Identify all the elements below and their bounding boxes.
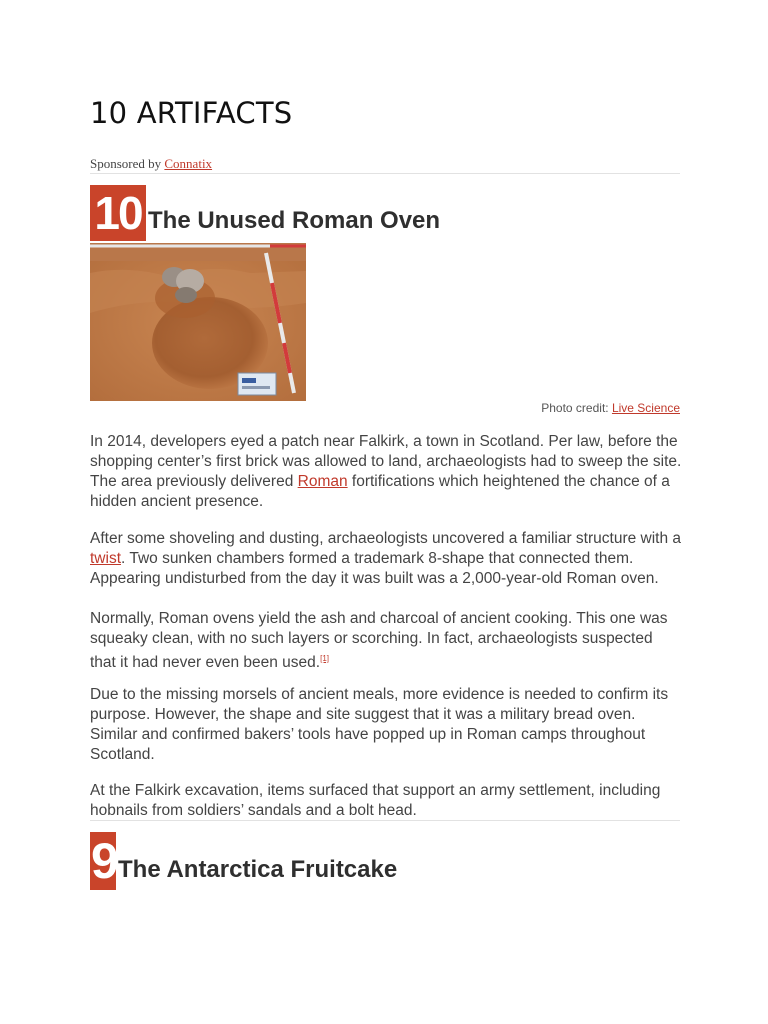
paragraph	[90, 529, 682, 589]
paragraph	[90, 781, 682, 821]
item-10-title: The Unused Roman Oven	[148, 207, 441, 234]
photo-credit-prefix: Photo credit:	[541, 401, 612, 415]
item-9-title: The Antarctica Fruitcake	[118, 856, 398, 883]
divider	[90, 820, 680, 821]
rank-badge-9: 9	[91, 833, 117, 889]
item-10-heading	[90, 185, 440, 241]
item-9-heading	[90, 832, 397, 890]
p1-text-b: fortifications which heightened the chance of a hidden ancient presence.	[90, 473, 670, 510]
document-title: 10 ARTIFACTS	[90, 96, 293, 130]
paragraph	[90, 609, 682, 673]
sponsor-prefix: Sponsored by	[90, 156, 165, 171]
p2-text-a: After some shoveling and dusting, archaeologists uncovered a familiar structure with a	[90, 530, 682, 547]
sponsor-link[interactable]: Connatix	[164, 156, 213, 171]
roman-link[interactable]: Roman	[297, 473, 348, 490]
rank-badge-10: 10	[90, 185, 146, 241]
p4-text: Due to the missing morsels of ancient meals, more evidence is needed to confirm its purpose. However, the shape and site suggest that it was a military bread oven. Similar and confirmed bakers’ tools have popped up in Roman camps throughout Scotland.	[90, 686, 669, 763]
twist-link[interactable]: twist	[90, 550, 121, 567]
divider	[90, 173, 680, 174]
roman-oven-photo	[90, 243, 306, 401]
sponsor-line	[90, 156, 212, 172]
p3-text: Normally, Roman ovens yield the ash and charcoal of ancient cooking. This one was squeaky clean, with no such layers or scorching. In fact, archaeologists suspected that it had never even been used.	[90, 610, 668, 672]
paragraph	[90, 432, 682, 512]
footnote-ref[interactable]: [1]	[320, 654, 329, 663]
p5-text: At the Falkirk excavation, items surfaced that support an army settlement, including hobnails from soldiers’ sandals and a bolt head.	[90, 782, 661, 819]
p1-text-a: In 2014, developers eyed a patch near Falkirk, a town in Scotland. Per law, before the shopping center’s first brick was allowed to land, archaeologists had to sweep the site. The area previously delivered	[90, 433, 682, 490]
photo-credit	[541, 401, 680, 415]
p2-text-b: . Two sunken chambers formed a trademark 8-shape that connected them. Appearing undisturbed from the day it was built was a 2,000-year-old Roman oven.	[90, 550, 659, 587]
photo-credit-link[interactable]: Live Science	[611, 401, 680, 415]
paragraph	[90, 685, 682, 765]
